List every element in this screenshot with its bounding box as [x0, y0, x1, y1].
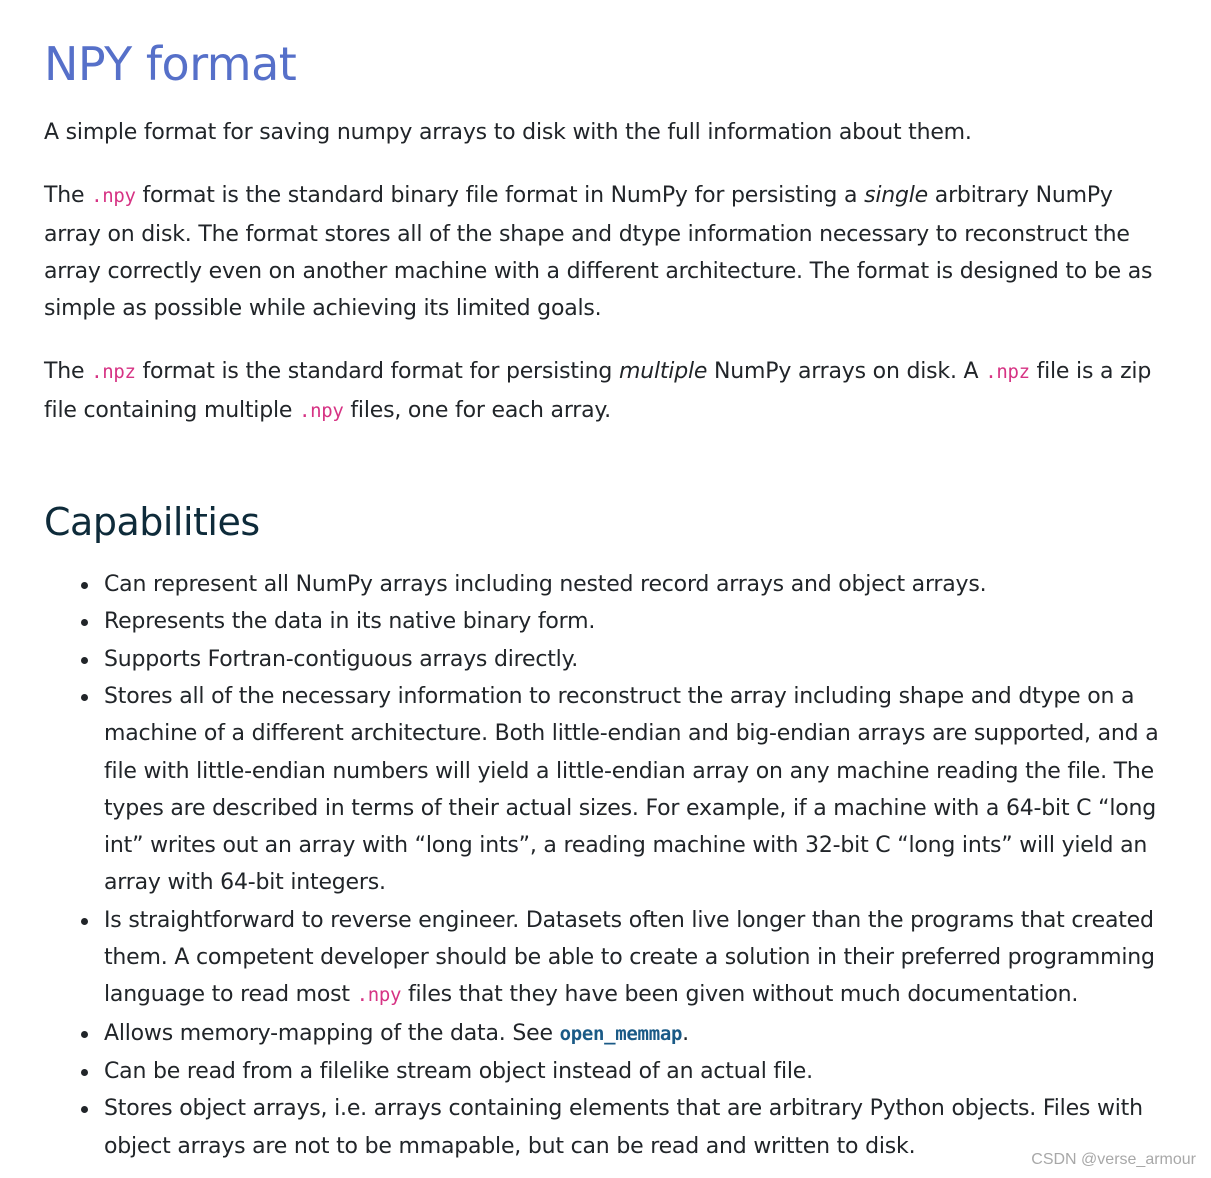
- capabilities-heading: Capabilities: [44, 500, 260, 545]
- list-item: Represents the data in its native binary form.: [104, 603, 1169, 640]
- npy-code: .npy: [356, 984, 402, 1007]
- list-item: Allows memory-mapping of the data. See open_memmap.: [104, 1015, 1169, 1053]
- npz-description-paragraph: The .npz format is the standard format for persisting multiple NumPy arrays on disk. A .npz file is a zip file containing multiple .npy files, one for each array.: [44, 359, 1152, 423]
- npz-code: .npz: [985, 361, 1030, 384]
- list-item: Is straightforward to reverse engineer. Datasets often live longer than the programs that created them. A competent developer should be able to create a solution in their preferred programming language to read most .npy files that they have been given without much documentation.: [104, 902, 1169, 1015]
- watermark: CSDN @verse_armour: [1031, 1151, 1196, 1168]
- emphasis-single: single: [864, 183, 929, 209]
- document-page: [44, 0, 1169, 1165]
- open-memmap-link[interactable]: open_memmap: [559, 1022, 683, 1045]
- list-item: Supports Fortran-contiguous arrays directly.: [104, 641, 1169, 678]
- capabilities-list: [44, 566, 1169, 1165]
- npy-description-paragraph: The .npy format is the standard binary file format in NumPy for persisting a single arbitrary NumPy array on disk. The format stores all of the shape and dtype information necessary to reconstruct the array correctly even on another machine with a different architecture. The format is designed to be as simple as possible while achieving its limited goals.: [44, 183, 1153, 322]
- list-item: Stores object arrays, i.e. arrays containing elements that are arbitrary Python objects. Files with object arrays are not to be mmapable, but can be read and written to disk.: [104, 1090, 1169, 1165]
- page-title: NPY format: [44, 37, 297, 91]
- emphasis-multiple: multiple: [618, 359, 708, 385]
- npy-code: .npy: [299, 399, 344, 422]
- npy-code: .npy: [91, 185, 136, 208]
- list-item: Can be read from a filelike stream object instead of an actual file.: [104, 1053, 1169, 1090]
- npz-code: .npz: [91, 361, 136, 384]
- list-item: Stores all of the necessary information to reconstruct the array including shape and dtype on a machine of a different architecture. Both little-endian and big-endian arrays are supported, and a file with little-endian numbers will yield a little-endian array on any machine reading the file. The types are described in terms of their actual sizes. For example, if a machine with a 64-bit C “long int” writes out an array with “long ints”, a reading machine with 32-bit C “long ints” will yield an array with 64-bit integers.: [104, 678, 1169, 902]
- intro-paragraph: A simple format for saving numpy arrays to disk with the full information about them.: [44, 120, 972, 145]
- list-item: Can represent all NumPy arrays including nested record arrays and object arrays.: [104, 566, 1169, 603]
